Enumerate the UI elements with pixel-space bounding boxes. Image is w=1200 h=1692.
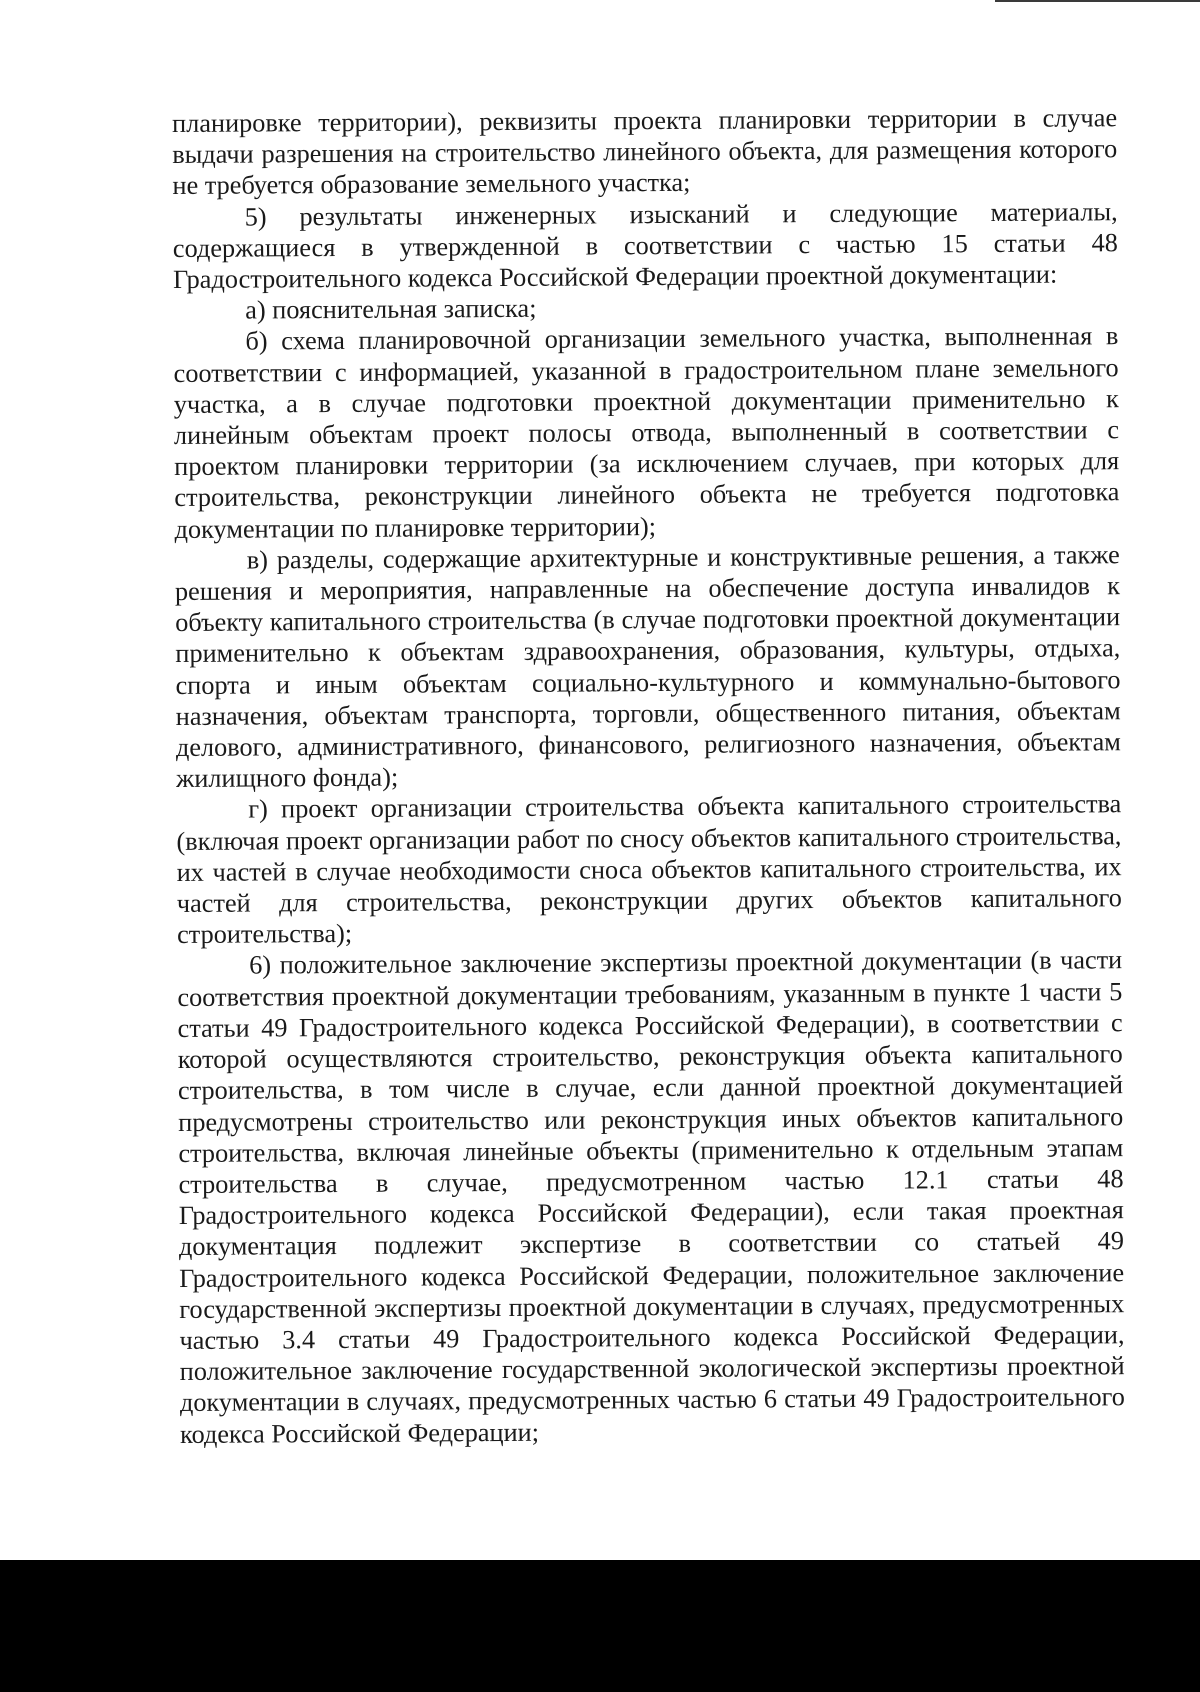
paragraph-subitem-g: г) проект организации строительства объекта капитального строительства (включая проект организации работ по сносу объектов капитального строительства, их частей в случае необходимости сноса объектов капитального строительства, их частей для строительства, реконструкции других объектов капитального строительства); bbox=[176, 789, 1122, 950]
scan-bottom-border bbox=[0, 1560, 1200, 1692]
paragraph-subitem-b: б) схема планировочной организации земельного участка, выполненная в соответствии с информацией, указанной в градостроительном плане земельного участка, а в случае подготовки проектной документации применительно к линейным объектам проект полосы отвода, выполненный в соответствии с проектом планировки территории (за исключением случаев, при которых для строительства, реконструкции линейного объекта не требуется подготовка документации по планировке территории); bbox=[173, 321, 1120, 544]
document-body bbox=[172, 102, 1125, 1449]
paragraph-subitem-v: в) разделы, содержащие архитектурные и конструктивные решения, а также решения и мероприятия, направленные на обеспечение доступа инвалидов к объекту капитального строительства (в случае подготовки проектной документации применительно к объектам здравоохранения, образования, культуры, отдыха, спорта и иным объектам социально-культурного и коммунально-бытового назначения, объектам транспорта, торговли, общественного питания, объектам делового, административного, финансового, религиозного назначения, объектам жилищного фонда); bbox=[174, 540, 1121, 794]
paragraph-continuation: планировке территории), реквизиты проекта планировки территории в случае выдачи разрешения на строительство линейного объекта, для размещения которого не требуется образование земельного участка; bbox=[172, 103, 1118, 201]
scan-edge-line bbox=[995, 0, 1200, 2]
paragraph-item-6: 6) положительное заключение экспертизы проектной документации (в части соответствия проектной документации требованиям, указанным в пункте 1 части 5 статьи 49 Градостроительного кодекса Российской Федерации), в соответствии с которой осуществляются строительство, реконструкция объекта капитального строительства, в том числе в случае, если данной проектной документацией предусмотрены строительство или реконструкция иных объектов капитального строительства, включая линейные объекты (применительно к отдельным этапам строительства в случае, предусмотренном частью 12.1 статьи 48 Градостроительного кодекса Российской Федерации), если такая проектная документация подлежит экспертизе в соответствии со статьей 49 Градостроительного кодекса Российской Федерации, положительное заключение государственной экспертизы проектной документации в случаях, предусмотренных частью 3.4 статьи 49 Градостроительного кодекса Российской Федерации, положительное заключение государственной экологической экспертизы проектной документации в случаях, предусмотренных частью 6 статьи 49 Градостроительного кодекса Российской Федерации; bbox=[177, 945, 1125, 1449]
paragraph-item-5: 5) результаты инженерных изысканий и следующие материалы, содержащиеся в утвержденной в соответствии с частью 15 статьи 48 Градостроительного кодекса Российской Федерации проектной документации: bbox=[172, 196, 1118, 295]
paragraph-subitem-a: а) пояснительная записка; bbox=[245, 293, 537, 325]
